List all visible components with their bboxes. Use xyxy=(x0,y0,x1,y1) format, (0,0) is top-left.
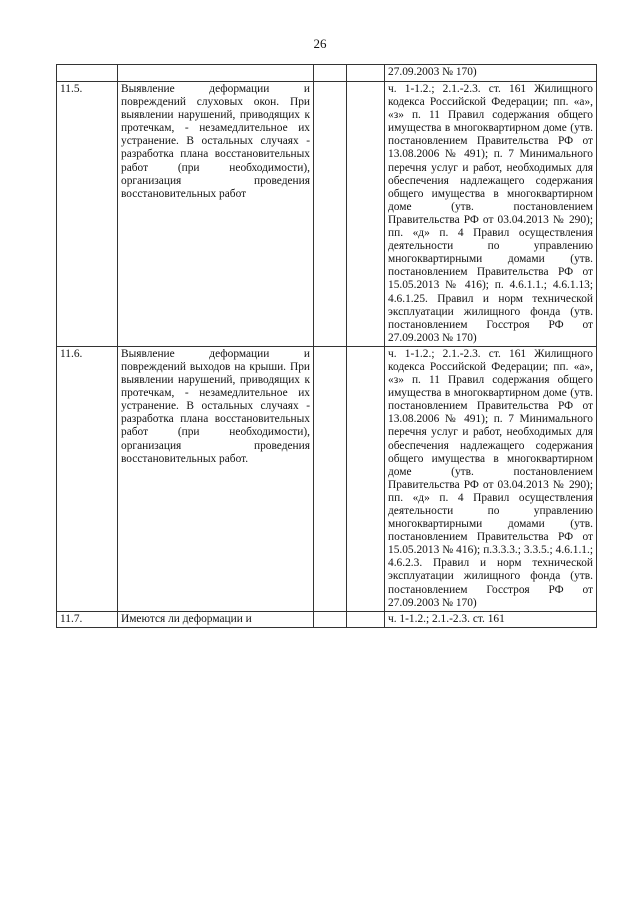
table-row-11-5 xyxy=(57,82,597,347)
row-number-cell: 11.5. xyxy=(57,82,118,347)
row-number-cell xyxy=(57,65,118,82)
row-empty-cell xyxy=(347,346,385,611)
row-empty-cell xyxy=(347,82,385,347)
row-references-cell: ч. 1-1.2.; 2.1.-2.3. ст. 161 xyxy=(385,611,597,627)
table-row-11-6 xyxy=(57,346,597,611)
row-references-cell: 27.09.2003 № 170) xyxy=(385,65,597,82)
row-empty-cell xyxy=(314,346,347,611)
row-number-cell: 11.6. xyxy=(57,346,118,611)
table-row-11-7 xyxy=(57,611,597,627)
row-references-cell: ч. 1-1.2.; 2.1.-2.3. ст. 161 Жилищного кодекса Российской Федерации; пп. «а», «з» п. 11 Правил содержания общего имущества в многоквартирном доме (утв. постановлением Правительства РФ от 13.08.2006 № 491); п. 7 Минимального перечня услуг и работ, необходимых для обеспечения надлежащего содержания общего имущества в многоквартирном доме (утв. постановлением Правительства РФ от 03.04.2013 № 290); пп. «д» п. 4 Правил осуществления деятельности по управлению многоквартирными домами (утв. постановлением Правительства РФ от 15.05.2013 № 416); п.3.3.3.; 3.3.5.; 4.6.1.1.; 4.6.2.3. Правил и норм технической эксплуатации жилищного фонда (утв. постановлением Госстроя РФ от 27.09.2003 № 170) xyxy=(385,346,597,611)
row-references-cell: ч. 1-1.2.; 2.1.-2.3. ст. 161 Жилищного кодекса Российской Федерации; пп. «а», «з» п. 11 Правил содержания общего имущества в многоквартирном доме (утв. постановлением Правительства РФ от 13.08.2006 № 491); п. 7 Минимального перечня услуг и работ, необходимых для обеспечения надлежащего содержания общего имущества в многоквартирном доме (утв. постановлением Правительства РФ от 03.04.2013 № 290); пп. «д» п. 4 Правил осуществления деятельности по управлению многоквартирными домами (утв. постановлением Правительства РФ от 15.05.2013 № 416); п. 4.6.1.1.; 4.6.1.13; 4.6.1.25. Правил и норм технической эксплуатации жилищного фонда (утв. постановлением Госстроя РФ от 27.09.2003 № 170) xyxy=(385,82,597,347)
row-number-cell: 11.7. xyxy=(57,611,118,627)
row-empty-cell xyxy=(314,82,347,347)
row-description-cell xyxy=(118,65,314,82)
row-empty-cell xyxy=(314,611,347,627)
row-empty-cell xyxy=(347,611,385,627)
row-empty-cell xyxy=(314,65,347,82)
requirements-table xyxy=(56,64,597,628)
page-number: 26 xyxy=(313,36,327,51)
row-description-cell: Выявление деформации и повреждений слуховых окон. При выявлении нарушений, приводящих к протечкам, - незамедлительное их устранение. В остальных случаях - разработка плана восстановительных работ (при необходимости), организация проведения восстановительных работ xyxy=(118,82,314,347)
row-empty-cell xyxy=(347,65,385,82)
row-description-cell: Имеются ли деформации и xyxy=(118,611,314,627)
table-row-continuation xyxy=(57,65,597,82)
row-description-cell: Выявление деформации и повреждений выходов на крыши. При выявлении нарушений, приводящих к протечкам, - незамедлительное их устранение. В остальных случаях - разработка плана восстановительных работ (при необходимости), организация проведения восстановительных работ. xyxy=(118,346,314,611)
